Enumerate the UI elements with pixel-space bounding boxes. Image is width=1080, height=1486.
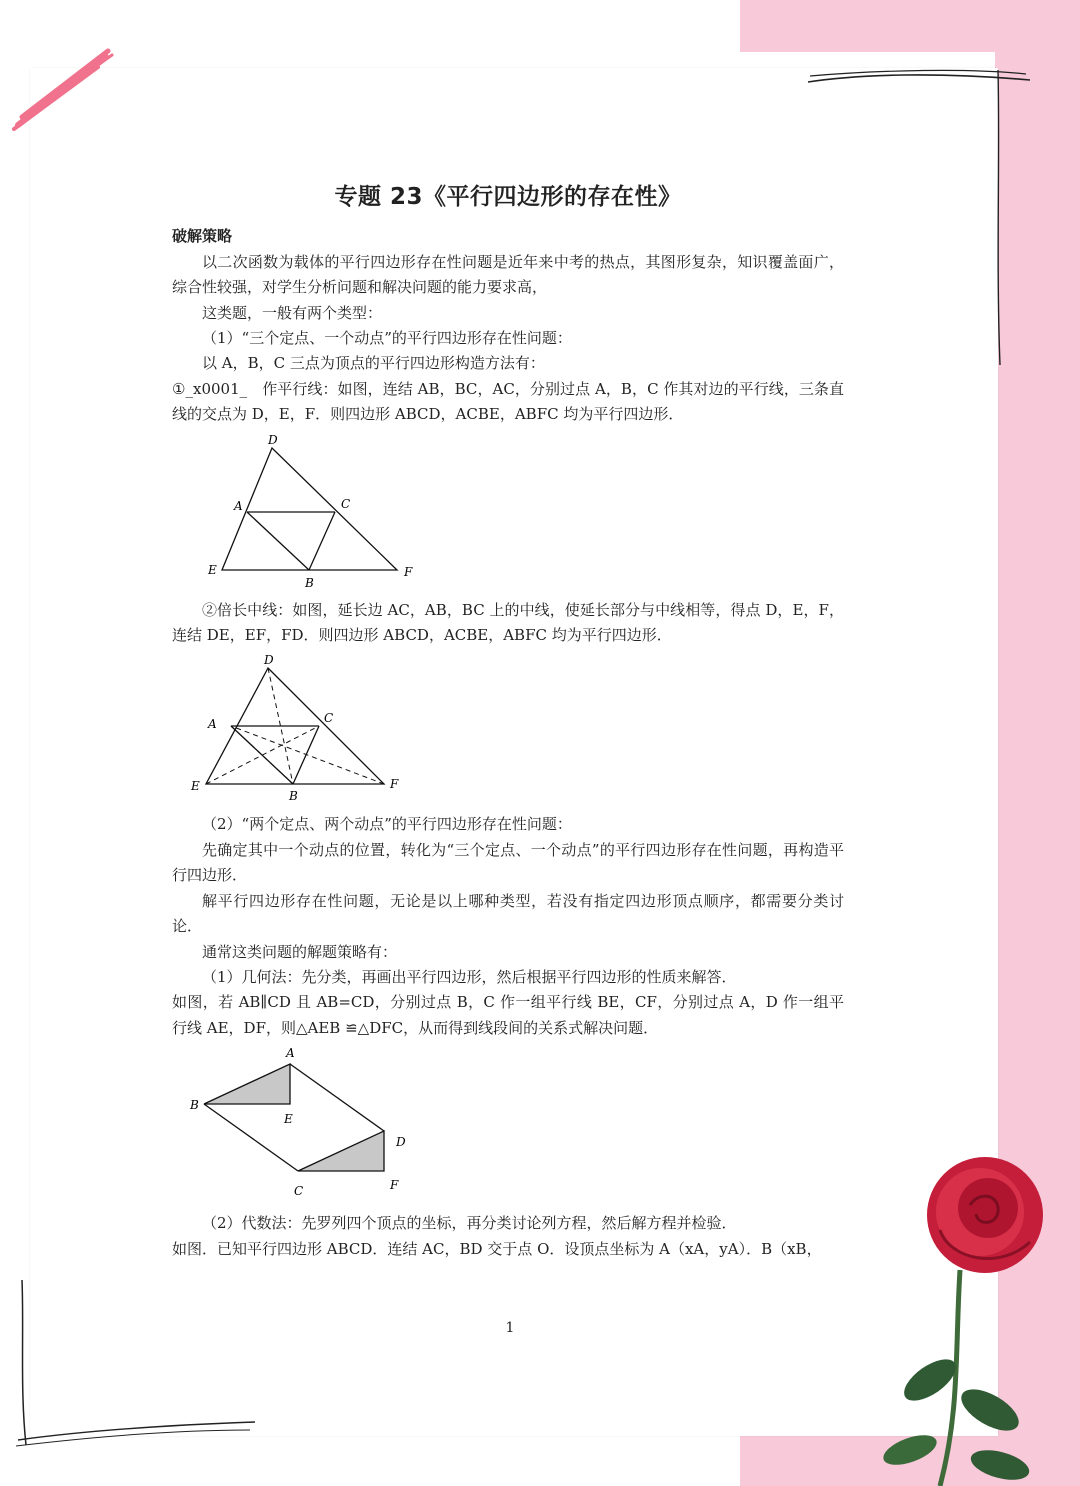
paragraph-method-2: ②倍长中线：如图，延长边 AC，AB，BC 上的中线，使延长部分与中线相等，得点 D，E，F，连结 DE，EF，FD．则四边形 ABCD，ACBE，ABFC 均为平行四边形． — [172, 600, 844, 645]
fig3-label-f: F — [390, 1178, 399, 1193]
fig3-label-b: B — [190, 1098, 199, 1113]
paragraph-type-1: （1）“三个定点、一个动点”的平行四边形存在性问题： — [202, 329, 572, 348]
paragraph-intro: 以二次函数为载体的平行四边形存在性问题是近年来中考的热点，其图形复杂，知识覆盖面广，综合性较强，对学生分析问题和解决问题的能力要求高， — [172, 252, 844, 297]
figure-parallel-lines — [202, 434, 452, 590]
fig2-label-a: A — [208, 717, 217, 732]
rose-icon — [850, 1150, 1080, 1486]
fig3-label-a: A — [286, 1047, 295, 1061]
paragraph-type-2-detail: 先确定其中一个动点的位置，转化为“三个定点、一个动点”的平行四边形存在性问题，再构造平行四边形． — [172, 840, 844, 885]
paragraph-algebra-method: （2）代数法：先罗列四个顶点的坐标，再分类讨论列方程，然后解方程并检验． — [202, 1214, 737, 1233]
paragraph-method-1: ①_x0001_ 作平行线：如图，连结 AB，BC，AC，分别过点 A，B，C 作其对边的平行线，三条直线的交点为 D，E，F．则四边形 ABCD，ACBE，ABFC 均为平行四边形． — [172, 379, 844, 424]
fig3-label-e: E — [284, 1112, 293, 1127]
fig3-label-d: D — [396, 1135, 406, 1150]
figure-congruent-triangles — [184, 1047, 444, 1203]
figure-median-doubling — [186, 654, 436, 804]
fig2-label-e: E — [191, 779, 200, 794]
paragraph-construct: 以 A，B，C 三点为顶点的平行四边形构造方法有： — [202, 354, 545, 373]
fig1-label-b: B — [305, 575, 314, 590]
fig1-label-c: C — [341, 496, 351, 511]
fig2-label-b: B — [289, 789, 298, 804]
fig2-label-c: C — [324, 711, 334, 726]
document-body — [172, 185, 844, 1262]
sketch-line-bottom-left — [10, 1270, 270, 1470]
paragraph-geometry-method: （1）几何法：先分类，再画出平行四边形，然后根据平行四边形的性质来解答． — [202, 967, 737, 986]
fig1-label-e: E — [208, 562, 217, 577]
paragraph-geometry-detail: 如图，若 AB∥CD 且 AB=CD，分别过点 B，C 作一组平行线 BE，CF，分别过点 A，D 作一组平行线 AE，DF，则△AEB ≌△DFC，从而得到线段间的关系式解决问题． — [172, 993, 844, 1037]
fig1-label-f: F — [404, 564, 413, 579]
paragraph-classify: 解平行四边形存在性问题，无论是以上哪种类型，若没有指定四边形顶点顺序，都需要分类讨论． — [172, 891, 844, 936]
fig1-label-a: A — [234, 498, 243, 513]
paragraph-algebra-detail: 如图．已知平行四边形 ABCD．连结 AC，BD 交于点 O．设顶点坐标为 A（xA，yA）．B（xB， — [172, 1239, 822, 1258]
paragraph-type-2: （2）“两个定点、两个动点”的平行四边形存在性问题： — [202, 815, 572, 834]
paragraph-types: 这类题，一般有两个类型： — [202, 303, 383, 322]
section-heading: 破解策略 — [172, 227, 233, 246]
document-title: 专题 23《平行四边形的存在性》 — [334, 184, 682, 210]
marker-stroke-decoration — [8, 45, 118, 135]
fig3-label-c: C — [294, 1184, 304, 1199]
fig2-label-d: D — [264, 654, 274, 668]
fig2-label-f: F — [390, 777, 399, 792]
fig1-label-d: D — [268, 433, 278, 447]
page-number: 1 — [505, 1320, 515, 1336]
paragraph-strategies: 通常这类问题的解题策略有： — [202, 942, 398, 961]
